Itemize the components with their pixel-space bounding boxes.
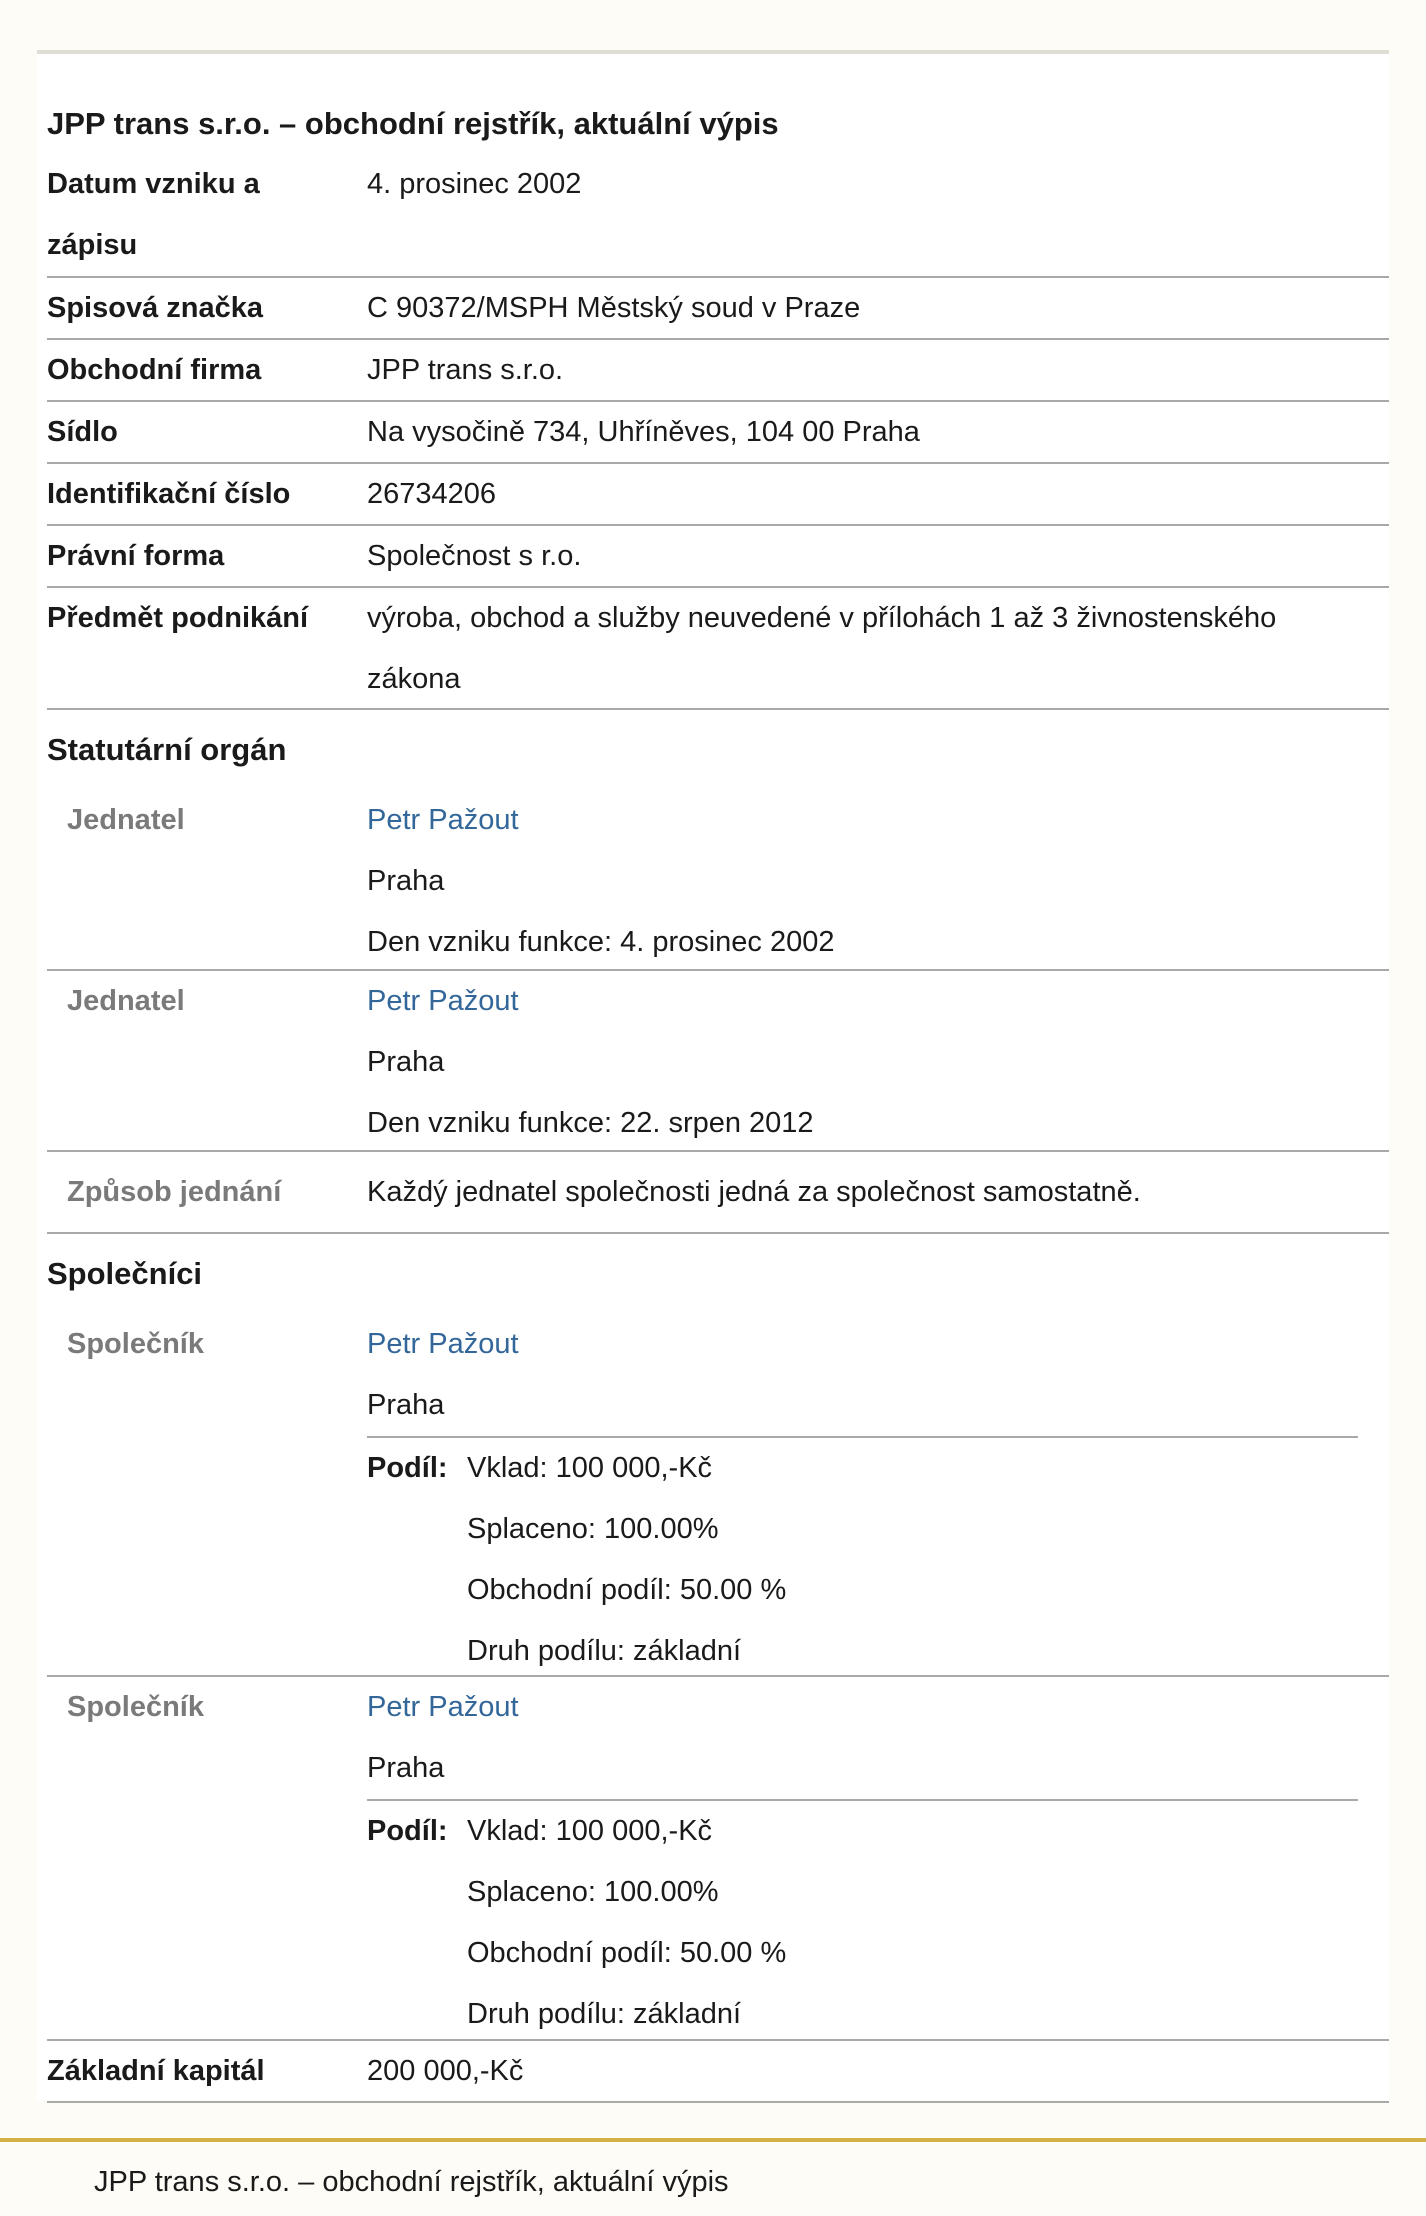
- row-value: 26734206: [367, 478, 497, 510]
- row-label: Sídlo: [47, 416, 118, 448]
- person-link[interactable]: Petr Pažout: [367, 1328, 519, 1360]
- member-since: Den vzniku funkce: 22. srpen 2012: [367, 1107, 814, 1139]
- partner-role: Společník: [67, 1328, 204, 1360]
- row-share-capital: [47, 2041, 1389, 2103]
- share-label: Podíl:: [367, 1815, 448, 1847]
- row-label: Identifikační číslo: [47, 478, 291, 510]
- section-heading-partners: Společníci: [47, 1256, 203, 1291]
- row-label: [47, 154, 347, 276]
- share-block: [367, 1436, 1358, 1678]
- section-heading-statutory: Statutární orgán: [47, 732, 287, 767]
- member-city: Praha: [367, 1046, 445, 1078]
- person-link[interactable]: Petr Pažout: [367, 804, 519, 836]
- row-label: Základní kapitál: [47, 2055, 265, 2087]
- share-deposit: Vklad: 100 000,-Kč: [467, 1815, 713, 1847]
- member-role: Jednatel: [67, 985, 185, 1017]
- value-line: zákona: [367, 663, 461, 695]
- share-paid: Splaceno: 100.00%: [467, 1513, 719, 1545]
- row-value: JPP trans s.r.o.: [367, 354, 564, 386]
- member-role: Jednatel: [67, 804, 185, 836]
- partner-role: Společník: [67, 1691, 204, 1723]
- row-value: C 90372/MSPH Městský soud v Praze: [367, 292, 861, 324]
- member-details: [367, 971, 1349, 1154]
- partner-details: [367, 1314, 1349, 1436]
- share-deposit: Vklad: 100 000,-Kč: [467, 1452, 713, 1484]
- row-label: Obchodní firma: [47, 354, 262, 386]
- partner: [47, 1677, 1389, 2041]
- row-label: Způsob jednání: [67, 1176, 282, 1208]
- partner: [47, 1314, 1389, 1677]
- row-label: Právní forma: [47, 540, 225, 572]
- label-line: zápisu: [47, 229, 138, 261]
- statutory-member: [47, 790, 1389, 971]
- row-label: Předmět podnikání: [47, 602, 309, 634]
- row-value: 200 000,-Kč: [367, 2055, 524, 2087]
- label-line: Datum vzniku a: [47, 168, 260, 200]
- partner-city: Praha: [367, 1389, 445, 1421]
- row-address: [47, 402, 1389, 464]
- footer-text: JPP trans s.r.o. – obchodní rejstřík, aktuální výpis: [94, 2166, 729, 2198]
- partner-details: [367, 1677, 1349, 1799]
- share-values: [467, 1438, 786, 1682]
- row-value: Společnost s r.o.: [367, 540, 582, 572]
- row-legal-form: [47, 526, 1389, 588]
- member-details: [367, 790, 1349, 973]
- share-ratio: Obchodní podíl: 50.00 %: [467, 1574, 787, 1606]
- share-paid: Splaceno: 100.00%: [467, 1876, 719, 1908]
- statutory-member: [47, 971, 1389, 1152]
- page-title: JPP trans s.r.o. – obchodní rejstřík, aktuální výpis: [47, 106, 779, 141]
- share-type: Druh podílu: základní: [467, 1998, 742, 2030]
- row-id-number: [47, 464, 1389, 526]
- row-value: [367, 588, 1349, 710]
- member-city: Praha: [367, 865, 445, 897]
- page-footer: [0, 2138, 1426, 2216]
- registry-extract-card: [37, 50, 1389, 2100]
- row-value: Každý jednatel společnosti jedná za společnost samostatně.: [367, 1176, 1141, 1208]
- share-block: [367, 1799, 1358, 2041]
- row-file-number: [47, 278, 1389, 340]
- row-business-scope: [47, 588, 1389, 710]
- value-line: výroba, obchod a služby neuvedené v přílohách 1 až 3 živnostenského: [367, 602, 1277, 634]
- row-acting-method: [47, 1152, 1389, 1234]
- share-type: Druh podílu: základní: [467, 1635, 742, 1667]
- person-link[interactable]: Petr Pažout: [367, 1691, 519, 1723]
- share-values: [467, 1801, 786, 2045]
- row-label: Spisová značka: [47, 292, 263, 324]
- row-company-name: [47, 340, 1389, 402]
- partner-city: Praha: [367, 1752, 445, 1784]
- row-value: Na vysočině 734, Uhříněves, 104 00 Praha: [367, 416, 920, 448]
- share-label: Podíl:: [367, 1452, 448, 1484]
- share-ratio: Obchodní podíl: 50.00 %: [467, 1937, 787, 1969]
- row-value: 4. prosinec 2002: [367, 168, 582, 200]
- person-link[interactable]: Petr Pažout: [367, 985, 519, 1017]
- row-date-of-creation: [47, 154, 1389, 278]
- member-since: Den vzniku funkce: 4. prosinec 2002: [367, 926, 835, 958]
